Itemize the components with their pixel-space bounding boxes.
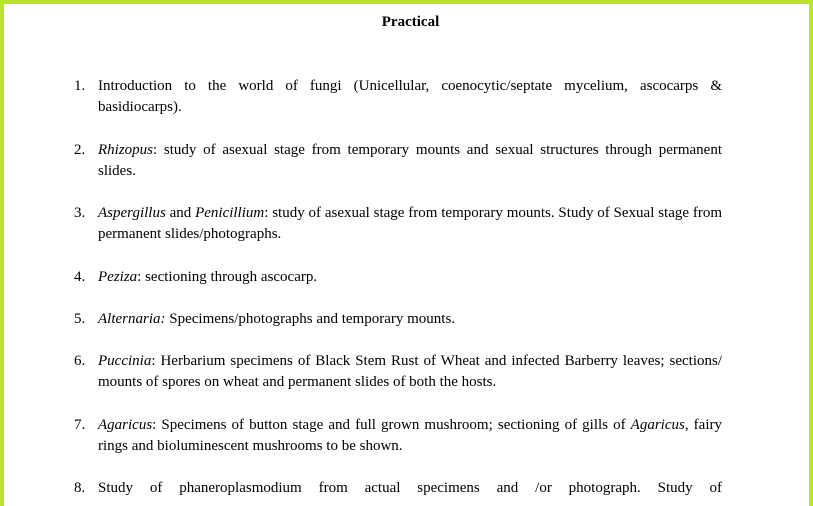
list-item-3	[74, 203, 722, 245]
item-text	[98, 140, 722, 182]
item-number: 2.	[74, 142, 86, 158]
genus-name: Agaricus	[98, 417, 153, 433]
genus-name: Alternaria:	[98, 311, 166, 327]
item-text-rest: Specimens/photographs and temporary mounts.	[165, 311, 456, 327]
list-item-1	[74, 76, 722, 118]
item-text-mid: and	[165, 205, 196, 221]
genus-name: Puccinia	[98, 353, 152, 369]
item-text-rest: : study of asexual stage from temporary mounts and sexual structures through permanent slides.	[98, 142, 722, 179]
item-text	[98, 309, 722, 330]
list-item-8	[74, 478, 722, 499]
item-text-rest-2: , fairy rings and bioluminescent mushrooms to be shown.	[98, 417, 722, 454]
item-number: 5.	[74, 311, 86, 327]
item-text-rest: : study of asexual stage from temporary mounts. Study of Sexual stage from permanent slides/photographs.	[98, 205, 722, 242]
item-number: 8.	[74, 480, 86, 496]
item-text-rest: : Specimens of button stage and full grown mushroom; sectioning of gills of	[152, 417, 631, 433]
list-item-4	[74, 267, 722, 288]
genus-name: Rhizopus	[98, 142, 154, 158]
item-number: 6.	[74, 353, 86, 369]
list-item-7	[74, 415, 722, 457]
list-item-2	[74, 140, 722, 182]
genus-name-2: Penicillium	[195, 205, 265, 221]
section-title: Practical	[381, 14, 440, 30]
item-text	[98, 351, 722, 393]
item-number: 7.	[74, 417, 86, 433]
list-item-5	[74, 309, 722, 330]
item-number: 3.	[74, 205, 86, 221]
list-item-6	[74, 351, 722, 393]
item-number: 4.	[74, 269, 86, 285]
item-text	[98, 203, 722, 245]
item-text: Introduction to the world of fungi (Unicellular, coenocytic/septate mycelium, ascocarps & basidiocarps).	[98, 78, 722, 115]
item-text-rest: : sectioning through ascocarp.	[137, 269, 318, 285]
item-text: Study of phaneroplasmodium from actual specimens and /or photograph. Study of	[98, 480, 722, 496]
item-text	[98, 267, 722, 288]
item-number: 1.	[74, 78, 86, 94]
genus-name: Aspergillus	[98, 205, 166, 221]
genus-name: Peziza	[98, 269, 138, 285]
genus-name-2: Agaricus	[630, 417, 685, 433]
item-text-rest: : Herbarium specimens of Black Stem Rust of Wheat and infected Barberry leaves; sections/ mounts of spores on wheat and permanent slides of both the hosts.	[98, 353, 722, 390]
item-text	[98, 415, 722, 457]
